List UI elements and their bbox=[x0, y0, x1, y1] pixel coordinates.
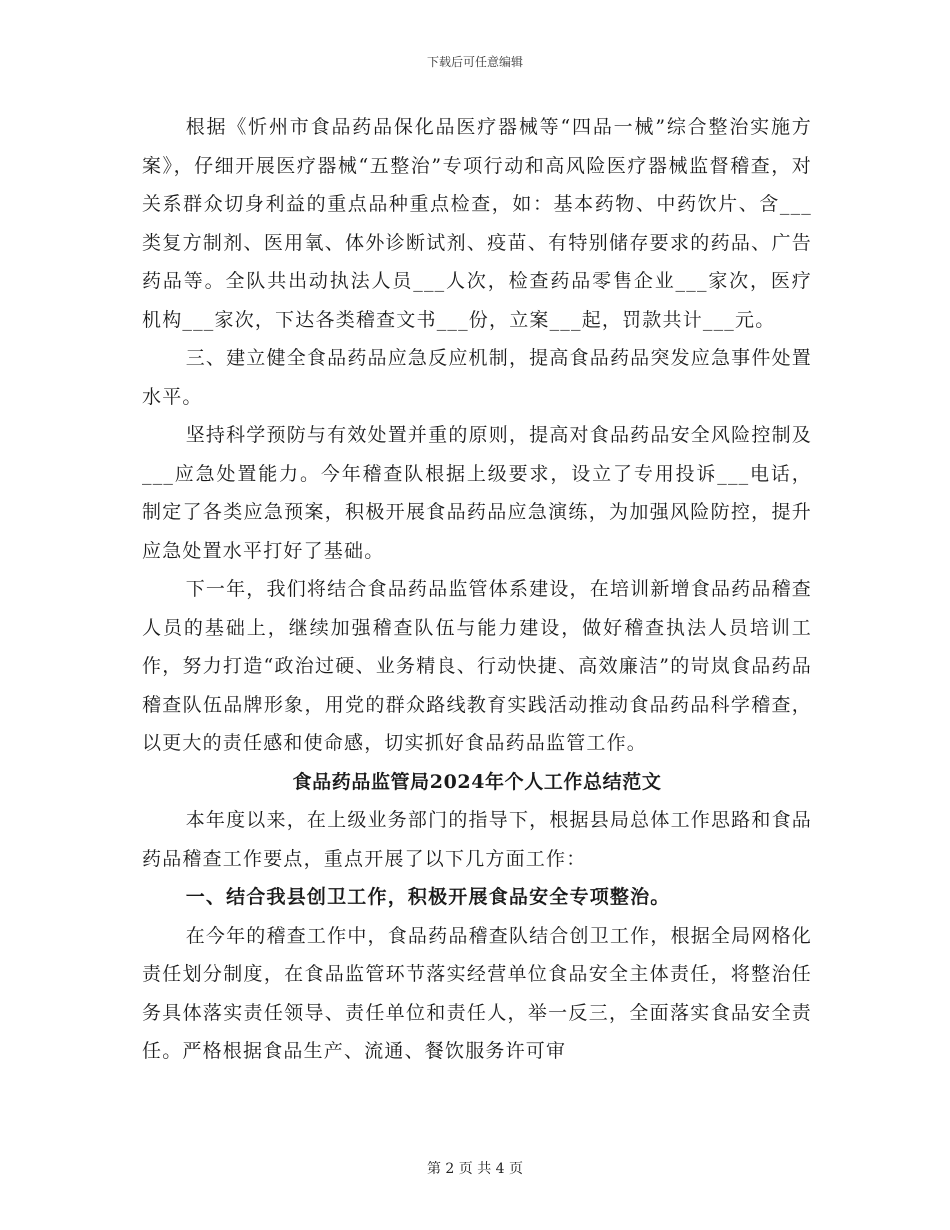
document-body bbox=[142, 108, 812, 1071]
paragraph-inspection-plan: 根据《忻州市食品药品保化品医疗器械等“四品一械”综合整治实施方案》，仔细开展医疗器械“五整治”专项行动和高风险医疗器械监督稽查，对关系群众切身利益的重点品种重点检查，如：基本药物、中药饮片、含___类复方制剂、医用氧、体外诊断试剂、疫苗、有特别储存要求的药品、广告药品等。全队共出动执法人员___人次，检查药品零售企业___家次，医疗机构___家次，下达各类稽查文书___份，立案___起，罚款共计___元。 bbox=[142, 116, 812, 331]
section-one-title: 一、结合我县创卫工作，积极开展食品安全专项整治。 bbox=[185, 886, 671, 908]
page-header-note: 下载后可任意编辑 bbox=[426, 55, 523, 69]
paragraph-emergency-response: 坚持科学预防与有效处置并重的原则，提高对食品药品安全风险控制及___应急处置能力。今年稽查队根据上级要求，设立了专用投诉___电话，制定了各类应急预案，积极开展食品药品应急演练，为加强风险防控，提升应急处置水平打好了基础。 bbox=[142, 424, 812, 562]
page-number: 第 2 页 共 4 页 bbox=[426, 1161, 524, 1177]
paragraph-intro: 本年度以来，在上级业务部门的指导下，根据县局总体工作思路和食品药品稽查工作要点，重点开展了以下几方面工作： bbox=[142, 809, 812, 870]
paragraph-next-year-plan: 下一年，我们将结合食品药品监管体系建设，在培训新增食品药品稽查人员的基础上，继续加强稽查队伍与能力建设，做好稽查执法人员培训工作，努力打造“政治过硬、业务精良、行动快捷、高效廉洁”的岢岚食品药品稽查队伍品牌形象，用党的群众路线教育实践活动推动食品药品科学稽查，以更大的责任感和使命感，切实抓好食品药品监管工作。 bbox=[142, 578, 812, 754]
paragraph-section-three-title: 三、建立健全食品药品应急反应机制，提高食品药品突发应急事件处置水平。 bbox=[142, 347, 812, 408]
document-heading: 食品药品监管局2024年个人工作总结范文 bbox=[292, 770, 662, 793]
paragraph-food-safety: 在今年的稽查工作中，食品药品稽查队结合创卫工作，根据全局网格化责任划分制度，在食品监管环节落实经营单位食品安全主体责任，将整治任务具体落实责任领导、责任单位和责任人，举一反三，全面落实食品安全责任。严格根据食品生产、流通、餐饮服务许可审 bbox=[142, 924, 812, 1062]
